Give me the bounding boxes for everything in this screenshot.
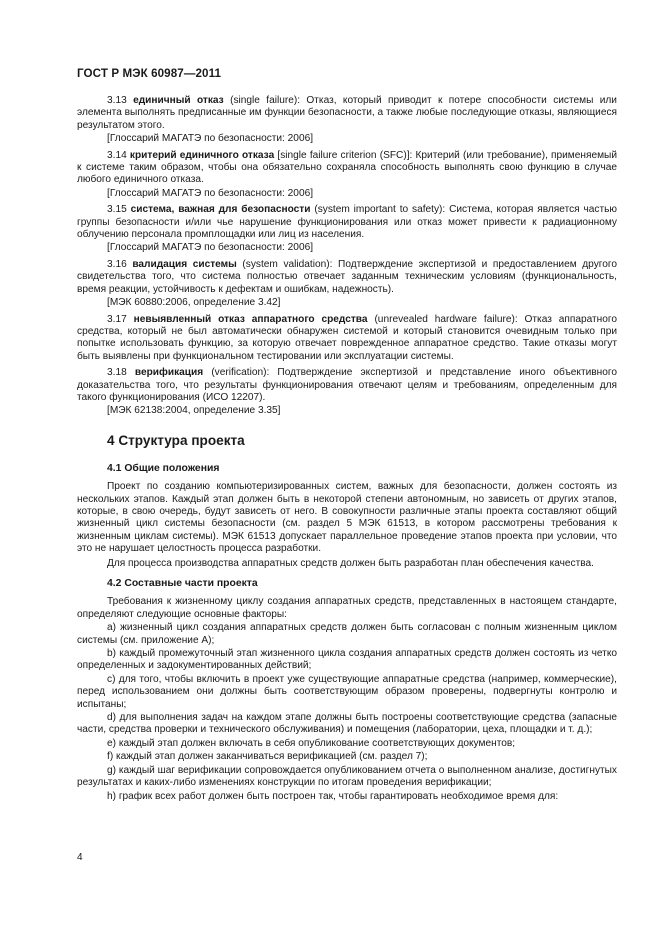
definition-source: [МЭК 60880:2006, определение 3.42] [107,297,281,309]
list-item: e) каждый этап должен включать в себя опубликование соответствующих документов; [107,737,516,749]
subsection-heading: 4.2 Составные части проекта [107,578,258,589]
list-item: f) каждый этап должен заканчиваться верификацией (см. раздел 7); [107,751,428,763]
definition-3-14: 3.14 критерий единичного отказа [single failure criterion (SFC)]: Критерий (или требование), применяемый к системе таким образом, чтобы она обязательно сохраняла способность выполнять свою функцию в случае любого единичного отказа. [77,149,617,186]
page-content [77,95,617,803]
list-item: c) для того, чтобы включить в проект уже существующие аппаратные средства (например, коммерческие), перед использованием они должны быть соответствующим образом проверены, подвергнуты контролю и испытаны; [77,673,617,710]
definition-3-13: 3.13 единичный отказ (single failure): Отказ, который приводит к потере способности системы или элемента выполнять предписанные им функции безопасности, а также любые последующие отказы, являющиеся результатом этого. [77,95,617,131]
definition-3-18: 3.18 верификация (verification): Подтверждение экспертизой и представление иного объективного доказательства того, что результаты функционирования отвечают целям и требованиям, определенным для такого функционирования (ИСО 12207). [77,367,617,403]
definition-source: [Глоссарий МАГАТЭ по безопасности: 2006] [107,242,314,254]
definition-3-15: 3.15 система, важная для безопасности (system important to safety): Система, которая является частью группы безопасности и/или чье нарушение функционирования или отказ может привести к радиационному облучению персонала промплощадки или лиц из населения. [77,204,617,241]
definition-source: [Глоссарий МАГАТЭ по безопасности: 2006] [107,133,314,145]
list-item: а) жизненный цикл создания аппаратных средств должен быть согласован с полным жизненным циклом системы (см. приложение А); [77,622,617,646]
list-item: b) каждый промежуточный этап жизненного цикла создания аппаратных средств должен состоять из четко определенных и задокументированных действий; [77,648,617,672]
list-item: d) для выполнения задач на каждом этапе должны быть построены соответствующие средства (запасные части, средства проверки и технического обслуживания) и помещения (лаборатории, цеха, площадки и т. д.); [77,712,617,736]
definition-source: [Глоссарий МАГАТЭ по безопасности: 2006] [107,187,314,199]
definition-3-16: 3.16 валидация системы (system validation): Подтверждение экспертизой и предоставлением другого свидетельства того, что система полностью отвечает заданным техническим условиям (функциональность, время реакции, устойчивость к дефектам и ошибкам, надежность). [77,258,617,295]
paragraph: Проект по созданию компьютеризированных систем, важных для безопасности, должен состоять из нескольких этапов. Каждый этап должен быть в некоторой степени автономным, но зависеть от других этапов, которые, в свою очередь, будут зависеть от него. В совокупности различные этапы проекта составляют общий жизненный цикл системы безопасности (см. раздел 5 МЭК 61513, в котором рассмотрены требования к жизненным циклам системы). МЭК 61513 допускает параллельное проведение этапов проекта при условии, что это не нарушает целостность процесса разработки. [77,481,617,555]
definition-source: [МЭК 62138:2004, определение 3.35] [107,405,281,417]
page-number: 4 [77,852,83,863]
list-item: g) каждый шаг верификации сопровождается опубликованием отчета о выполненном анализе, достигнутых результатах и каких-либо изменениях конструкции по итогам проведения верификации; [77,764,617,789]
paragraph: Для процесса производства аппаратных средств должен быть разработан план обеспечения качества. [107,557,594,569]
subsection-heading: 4.1 Общие положения [107,462,220,474]
section-heading: 4 Структура проекта [107,432,245,448]
standard-header: ГОСТ Р МЭК 60987—2011 [77,67,222,80]
list-item: h) график всех работ должен быть построен так, чтобы гарантировать необходимое время для: [107,790,559,802]
paragraph: Требования к жизненному циклу создания аппаратных средств, представленных в настоящем стандарте, определяют следующие основные факторы: [77,596,617,620]
definition-3-17: 3.17 невыявленный отказ аппаратного средства (unrevealed hardware failure): Отказ аппаратного средства, который не был автоматически обнаружен системой и который становится очевидным только при попытке использовать функцию, за которую отвечает поврежденное аппаратное средство. Такие отказы могут быть выявлены при функциональном тестировании или эксплуатации системы. [77,313,617,362]
